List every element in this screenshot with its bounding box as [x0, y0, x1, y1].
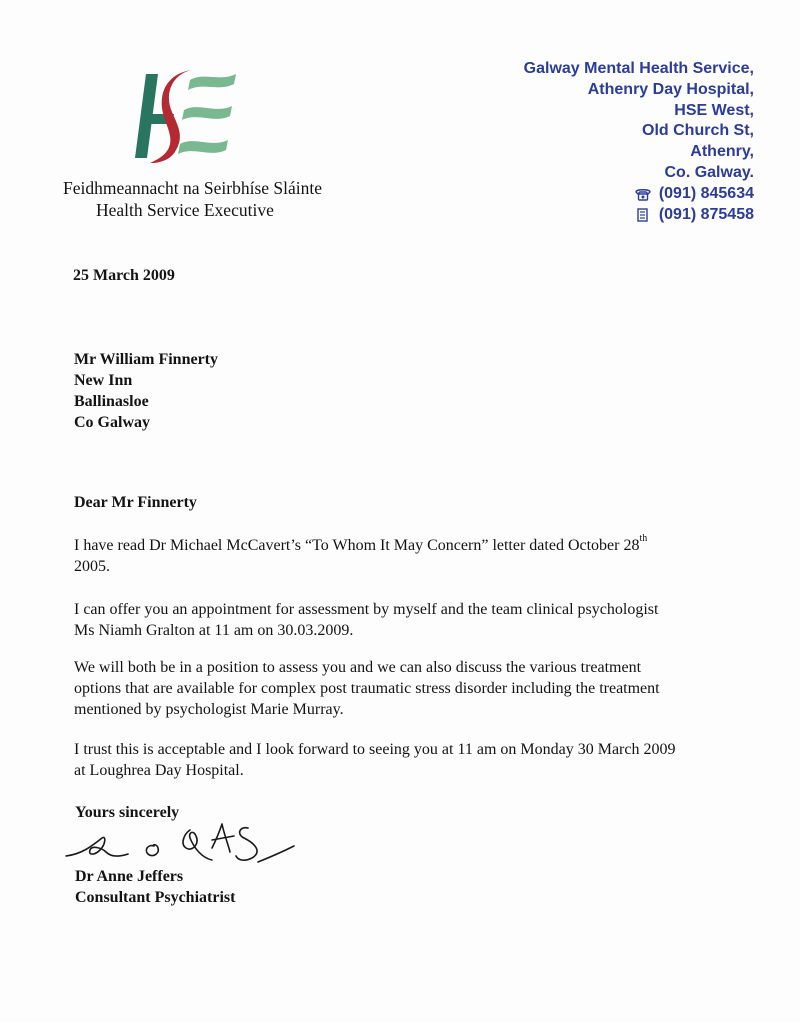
recipient-line: Ballinasloe [74, 393, 149, 410]
paragraph-line: at Loughrea Day Hospital. [74, 762, 244, 779]
address-line: Co. Galway. [664, 163, 754, 181]
address-line: Old Church St, [642, 122, 754, 140]
paragraph-line [74, 532, 764, 556]
recipient-line: Mr William Finnerty [74, 351, 218, 368]
phone-line [524, 184, 754, 205]
paragraph-line: Ms Niamh Gralton at 11 am on 30.03.2009. [74, 622, 354, 639]
body-paragraph [74, 532, 764, 577]
fax-line [524, 205, 754, 226]
paragraph-line: I trust this is acceptable and I look forward to seeing you at 11 am on Monday 30 March 2009 [74, 741, 676, 758]
paragraph-line: We will both be in a position to assess you and we can also discuss the various treatment [74, 659, 642, 676]
recipient-line: New Inn [74, 372, 133, 389]
logo-english-name: Health Service Executive [96, 200, 274, 220]
body-paragraph [74, 657, 764, 720]
address-line: Athenry, [690, 143, 754, 161]
address-block [524, 59, 754, 225]
logo-irish-name: Feidhmeannacht na Seirbhíse Sláinte [63, 178, 323, 198]
paragraph-line: options that are available for complex post traumatic stress disorder including the treatment [74, 680, 660, 697]
closing: Yours sincerely [75, 804, 180, 821]
telephone-icon [635, 188, 651, 201]
paragraph-line: I can offer you an appointment for assessment by myself and the team clinical psychologist [74, 601, 659, 618]
phone-number: (091) 845634 [658, 184, 754, 202]
signer-block [75, 866, 235, 908]
body-paragraph [74, 599, 764, 641]
fax-icon [635, 208, 651, 222]
body-paragraph [74, 739, 764, 781]
signer-title: Consultant Psychiatrist [75, 889, 236, 906]
ordinal-suffix: th [639, 532, 648, 544]
recipient-line: Co Galway [74, 414, 150, 431]
paragraph-text: I have read Dr Michael McCavert’s “To Whom It May Concern” letter dated October 28 [74, 537, 640, 554]
hse-logo [124, 66, 248, 166]
letter-date: 25 March 2009 [73, 267, 175, 284]
address-line: Athenry Day Hospital, [587, 80, 754, 98]
salutation: Dear Mr Finnerty [74, 494, 197, 511]
paragraph-line: 2005. [74, 558, 110, 575]
address-line: HSE West, [674, 101, 754, 119]
signer-name: Dr Anne Jeffers [75, 868, 184, 885]
paragraph-line: mentioned by psychologist Marie Murray. [74, 701, 344, 718]
fax-number: (091) 875458 [658, 205, 754, 223]
recipient-address [74, 349, 218, 433]
address-line: Galway Mental Health Service, [523, 60, 754, 77]
